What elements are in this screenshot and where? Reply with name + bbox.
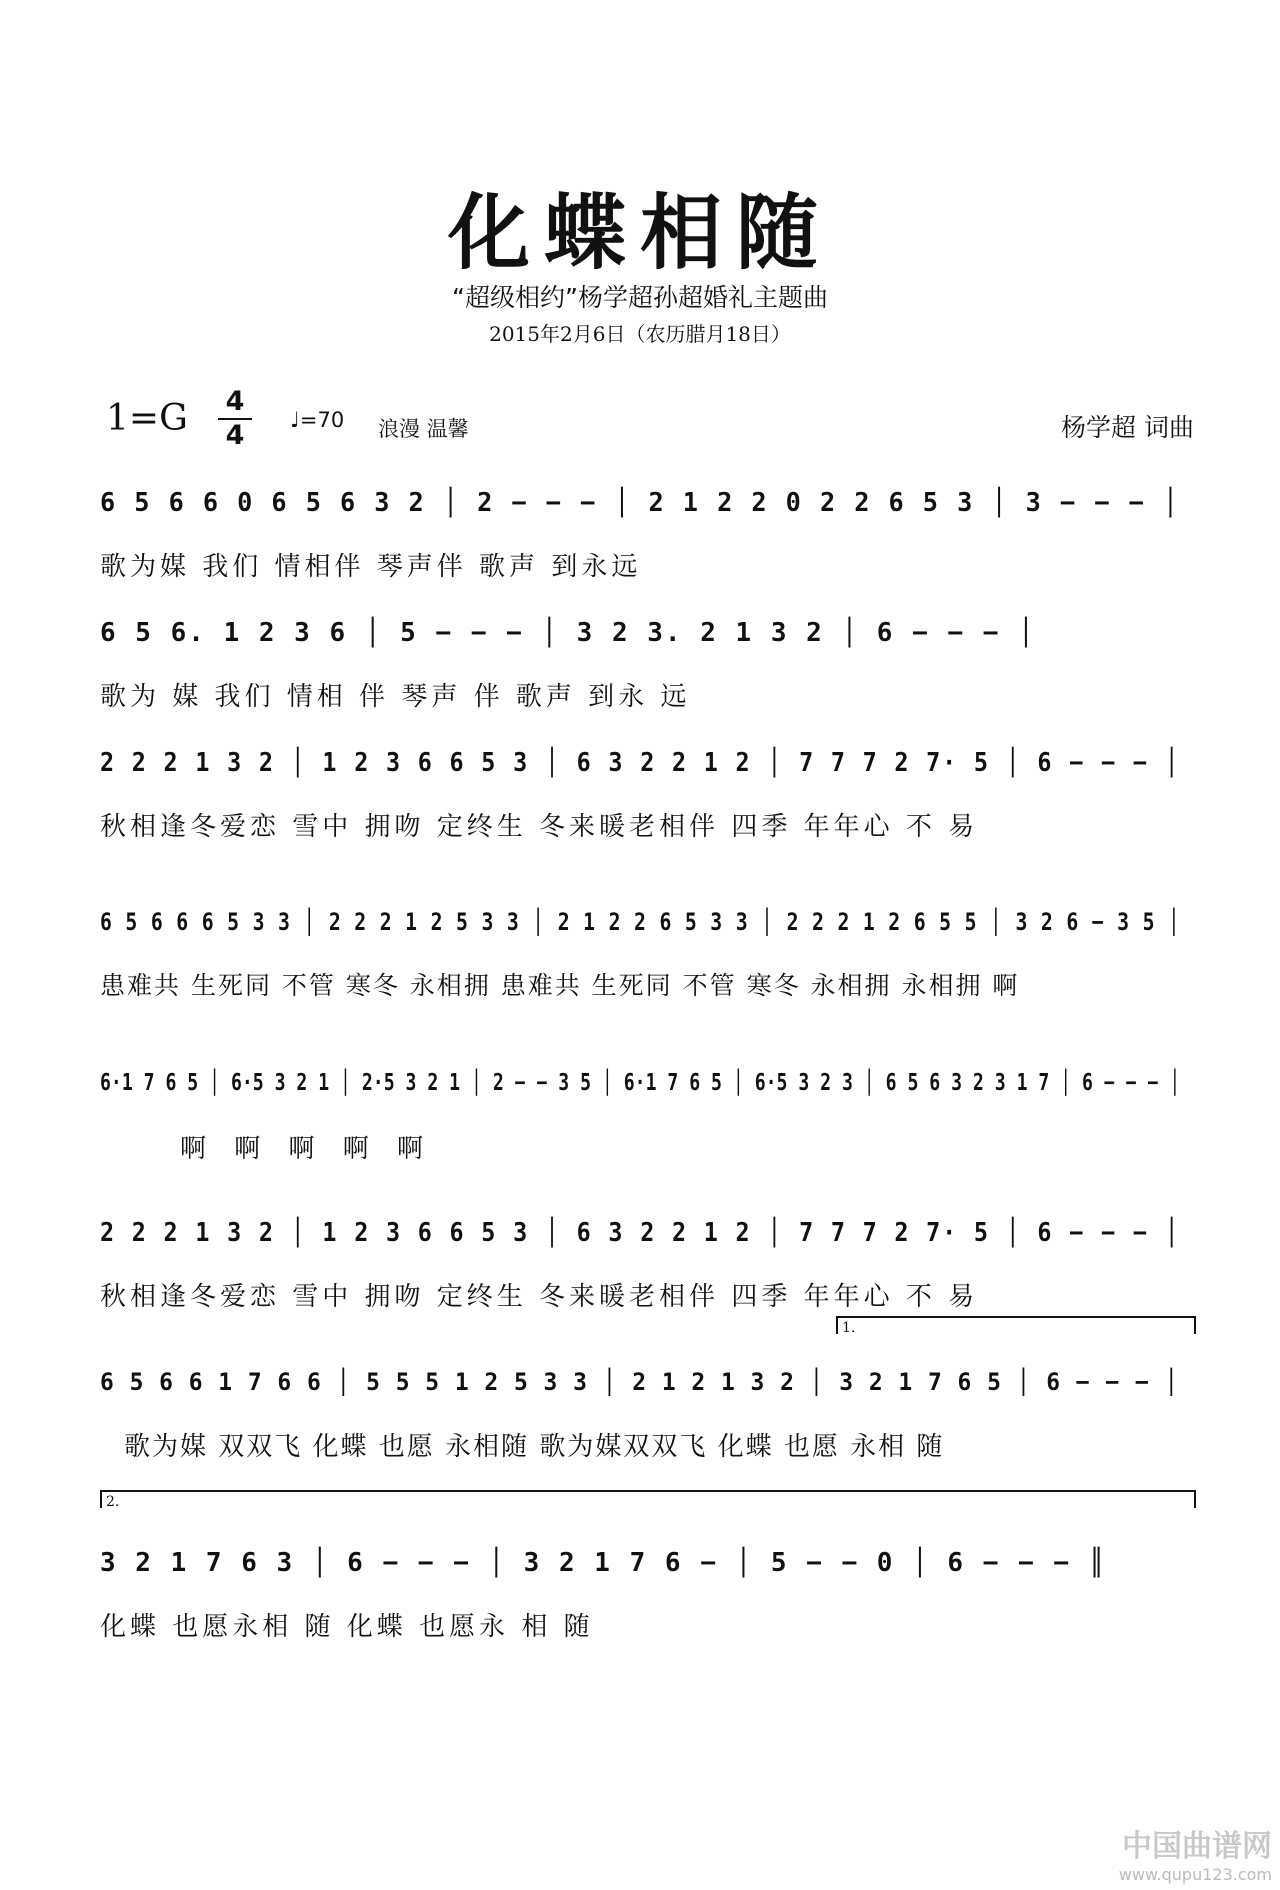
lyrics-line: 秋相逢冬爱恋 雪中 拥吻 定终生 冬来暖老相伴 四季 年年心 不 易	[100, 1282, 979, 1312]
notation-line	[100, 1358, 1196, 1418]
volta-bracket-1	[836, 1316, 1196, 1334]
lyrics-line: 秋相逢冬爱恋 雪中 拥吻 定终生 冬来暖老相伴 四季 年年心 不 易	[100, 812, 979, 842]
key-signature: 1=G	[106, 398, 188, 439]
lyrics-line: 歌为媒 双双飞 化蝶 也愿 永相随 歌为媒双双飞 化蝶 也愿 永相 随	[124, 1432, 945, 1462]
notation-line	[100, 1538, 1196, 1598]
notation-text: 2 2 2 1 3 2 │ 1 2 3 6 6 5 3 │ 6 3 2 2 1 2 │ 7 7 7 2 7· 5 │ 6 − − − │	[100, 748, 1181, 778]
lyrics-line: 啊 啊 啊 啊 啊	[180, 1134, 434, 1164]
notation-line	[100, 608, 1196, 668]
notation-text: 6 5 6 6 0 6 5 6 3 2 │ 2 − − − │ 2 1 2 2 0 2 2 6 5 3 │ 3 − − − │	[100, 488, 1180, 518]
notation-line	[100, 898, 1196, 958]
volta-label: 1.	[842, 1320, 856, 1336]
volta-bracket-2	[100, 1490, 1196, 1508]
notation-text: 6·1 7 6 5 │ 6·5 3 2 1 │ 2·5 3 2 1 │ 2 − − 3 5 │ 6·1 7 6 5 │ 6·5 3 2 3 │ 6 5 6 3 2 3 1 7 │ 6 − − − │	[100, 1070, 1181, 1096]
tempo-marking: ♩=70	[290, 408, 345, 432]
notation-text: 2 2 2 1 3 2 │ 1 2 3 6 6 5 3 │ 6 3 2 2 1 2 │ 7 7 7 2 7· 5 │ 6 − − − │	[100, 1218, 1181, 1248]
notation-line	[100, 1208, 1196, 1268]
notation-line	[100, 478, 1196, 538]
score-title: 化蝶相随	[447, 186, 832, 281]
lyrics-line: 歌为媒 我们 情相伴 琴声伴 歌声 到永远	[100, 552, 642, 582]
notation-line	[100, 738, 1196, 798]
time-signature-bottom: 4	[225, 420, 245, 451]
lyrics-line: 患难共 生死同 不管 寒冬 永相拥 患难共 生死同 不管 寒冬 永相拥 永相拥 啊	[100, 971, 1020, 1000]
composer-credit: 杨学超 词曲	[1061, 413, 1194, 442]
lyrics-line: 化蝶 也愿永相 随 化蝶 也愿永 相 随	[100, 1612, 594, 1642]
notation-text: 6 5 6 6 1 7 6 6 │ 5 5 5 1 2 5 3 3 │ 2 1 2 1 3 2 │ 3 2 1 7 6 5 │ 6 − − − │	[100, 1368, 1180, 1396]
lyrics-line: 歌为 媒 我们 情相 伴 琴声 伴 歌声 到永 远	[100, 682, 691, 712]
score-subtitle: “超级相约”杨学超孙超婚礼主题曲	[452, 283, 828, 312]
notation-line	[100, 1060, 1196, 1120]
notation-text: 6 5 6 6 6 5 3 3 │ 2 2 2 1 2 5 3 3 │ 2 1 2 2 6 5 3 3 │ 2 2 2 1 2 6 5 5 │ 3 2 6 − 3 5 │	[100, 908, 1181, 936]
score-date: 2015年2月6日（农历腊月18日）	[489, 322, 791, 346]
notation-text: 6 5 6. 1 2 3 6 │ 5 − − − │ 3 2 3. 2 1 3 2 │ 6 − − − │	[100, 618, 1036, 648]
volta-label: 2.	[106, 1494, 120, 1510]
watermark-url: www.qupu123.com	[1118, 1865, 1272, 1884]
notation-text: 3 2 1 7 6 3 │ 6 − − − │ 3 2 1 7 6 − │ 5 − − 0 │ 6 − − − ║	[100, 1548, 1107, 1578]
time-signature-top: 4	[225, 386, 245, 417]
mood-marking: 浪漫 温馨	[378, 417, 469, 441]
site-watermark	[1119, 1821, 1272, 1884]
time-signature	[218, 388, 252, 450]
watermark-logo-text: 中国曲谱网	[1122, 1829, 1272, 1864]
